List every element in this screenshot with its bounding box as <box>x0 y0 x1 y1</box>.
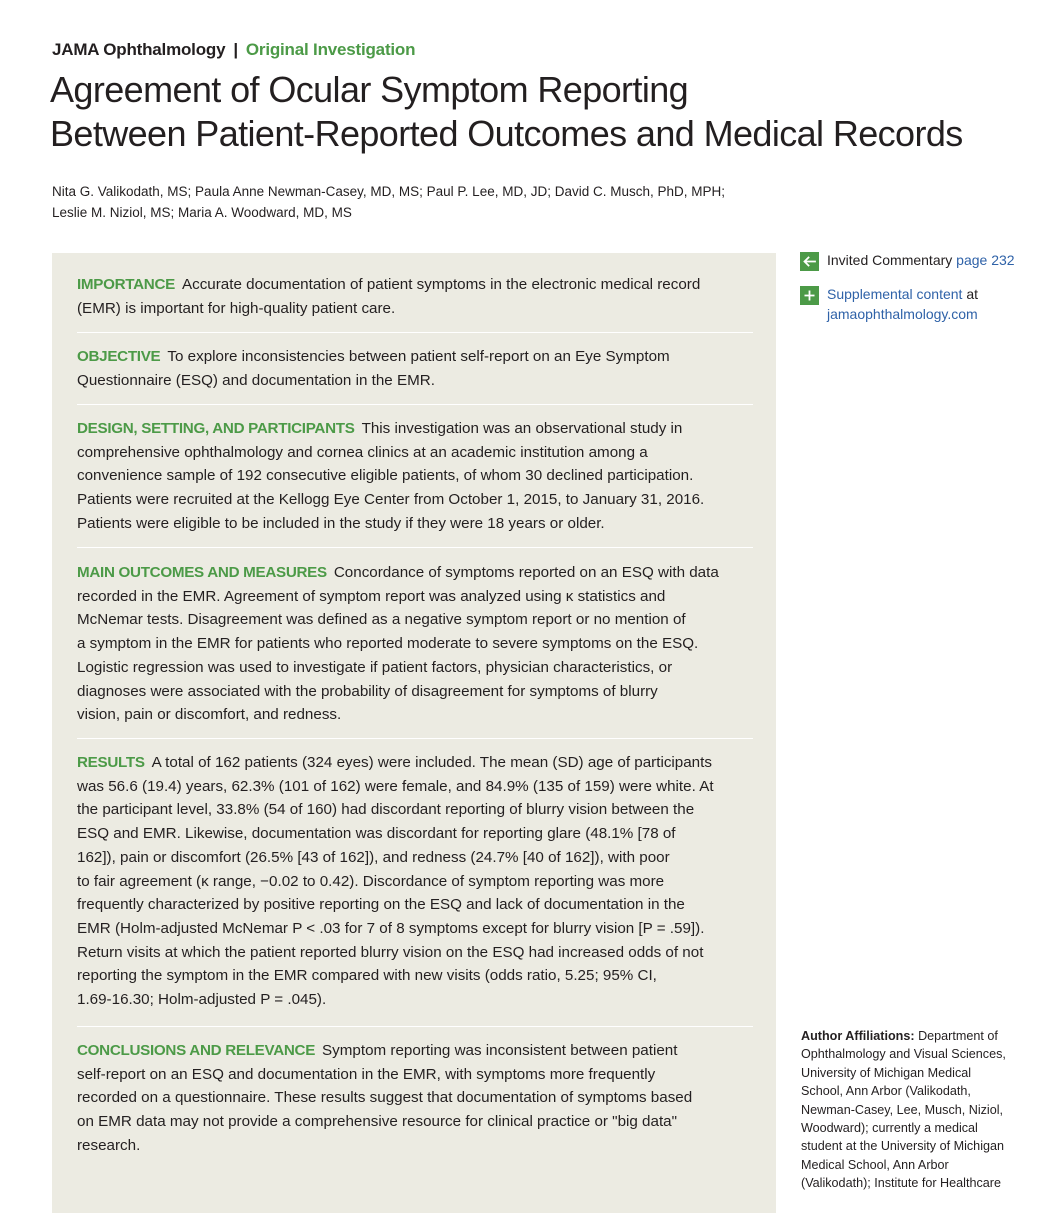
article-type: Original Investigation <box>245 40 416 59</box>
section-divider <box>77 547 753 548</box>
section-text: Accurate documentation of patient symptoms in the electronic medical record <box>181 276 701 293</box>
section-text: Logistic regression was used to investigate if patient factors, physician characteristics, or <box>77 658 673 676</box>
section-text: Concordance of symptoms reported on an ESQ with data <box>333 564 719 581</box>
abstract-box <box>52 253 776 1213</box>
plus-icon <box>800 286 819 305</box>
section-divider <box>77 332 753 333</box>
section-text: (EMR) is important for high-quality patient care. <box>77 299 396 317</box>
invited-commentary-label: Invited Commentary <box>827 252 953 268</box>
abstract-importance <box>77 273 753 320</box>
journal-website-link[interactable]: jamaophthalmology.com <box>827 306 978 322</box>
supplemental-content-label[interactable]: Supplemental content <box>827 286 963 302</box>
section-text: Symptom reporting was inconsistent between patient <box>322 1042 678 1059</box>
section-text: EMR (Holm-adjusted McNemar P < .03 for 7 of 8 symptoms except for blurry vision [P = .59]). <box>77 919 705 937</box>
section-text: Patients were eligible to be included in the study if they were 18 years or older. <box>77 514 605 532</box>
affiliation-text: Ophthalmology and Visual Sciences, <box>801 1047 1006 1062</box>
title-line: Agreement of Ocular Symptom Reporting <box>50 69 689 110</box>
authors-line: Nita G. Valikodath, MS; Paula Anne Newman-Casey, MD, MS; Paul P. Lee, MD, JD; David C. Musch, PhD, MPH; <box>52 184 725 199</box>
section-heading: OBJECTIVE <box>77 348 161 365</box>
section-divider <box>77 404 753 405</box>
section-text: was 56.6 (19.4) years, 62.3% (101 of 162) were female, and 84.9% (135 of 159) were white. At <box>77 777 714 795</box>
affiliations-heading: Author Affiliations: <box>801 1029 915 1043</box>
journal-header <box>52 40 415 60</box>
affiliation-text: School, Ann Arbor (Valikodath, <box>801 1084 971 1099</box>
section-text: self-report on an ESQ and documentation in the EMR, with symptoms more frequently <box>77 1065 656 1083</box>
section-text: convenience sample of 192 consecutive eligible patients, of whom 30 declined participation. <box>77 467 694 485</box>
section-text: To explore inconsistencies between patient self-report on an Eye Symptom <box>167 348 670 365</box>
section-text: a symptom in the EMR for patients who reported moderate to severe symptoms on the ESQ. <box>77 635 699 653</box>
section-heading: DESIGN, SETTING, AND PARTICIPANTS <box>77 420 355 437</box>
commentary-page-link[interactable]: page 232 <box>956 252 1015 268</box>
abstract-conclusions <box>77 1039 753 1158</box>
section-text: recorded on a questionnaire. These results suggest that documentation of symptoms based <box>77 1089 693 1107</box>
authors-line: Leslie M. Niziol, MS; Maria A. Woodward, MD, MS <box>52 205 352 220</box>
section-text: Questionnaire (ESQ) and documentation in the EMR. <box>77 371 435 389</box>
section-text: McNemar tests. Disagreement was defined as a negative symptom report or no mention of <box>77 611 686 629</box>
section-text: comprehensive ophthalmology and cornea clinics at an academic institution among a <box>77 443 648 461</box>
affiliation-text: (Valikodath); Institute for Healthcare <box>801 1176 1001 1191</box>
section-text: Return visits at which the patient reported blurry vision on the ESQ had increased odds of not <box>77 943 704 961</box>
section-text: to fair agreement (κ range, −0.02 to 0.42). Discordance of symptom reporting was more <box>77 872 665 890</box>
section-text: This investigation was an observational study in <box>361 420 683 437</box>
affiliation-text: student at the University of Michigan <box>801 1139 1005 1154</box>
affiliation-text: Medical School, Ann Arbor <box>801 1157 949 1172</box>
section-text: vision, pain or discomfort, and redness. <box>77 706 342 724</box>
affiliation-text: University of Michigan Medical <box>801 1065 972 1080</box>
supplemental-suffix: at <box>966 286 979 302</box>
abstract-objective <box>77 345 753 392</box>
section-heading: IMPORTANCE <box>77 276 175 293</box>
author-list <box>52 181 772 223</box>
section-text: frequently characterized by positive reporting on the ESQ and lack of documentation in the <box>77 896 685 914</box>
affiliation-text: Newman-Casey, Lee, Musch, Niziol, <box>801 1102 1004 1117</box>
section-text: 1.69-16.30; Holm-adjusted P = .045). <box>77 991 327 1009</box>
section-heading: MAIN OUTCOMES AND MEASURES <box>77 564 327 581</box>
section-text: on EMR data may not provide a comprehensive resource for clinical practice or "big data" <box>77 1113 678 1131</box>
section-text: reporting the symptom in the EMR compared with new visits (odds ratio, 5.25; 95% CI, <box>77 967 657 985</box>
abstract-design <box>77 417 753 536</box>
abstract-results <box>77 751 753 1012</box>
section-heading: CONCLUSIONS AND RELEVANCE <box>77 1042 316 1059</box>
section-text: recorded in the EMR. Agreement of symptom report was analyzed using κ statistics and <box>77 587 666 605</box>
section-text: Patients were recruited at the Kellogg Eye Center from October 1, 2015, to January 31, 2016. <box>77 491 705 509</box>
affiliation-text: Department of <box>918 1029 998 1043</box>
journal-name: JAMA Ophthalmology <box>52 40 226 59</box>
section-text: 162]), pain or discomfort (26.5% [43 of 162]), and redness (24.7% [40 of 162]), with poor <box>77 848 670 866</box>
author-affiliations <box>801 1027 1033 1193</box>
section-text: A total of 162 patients (324 eyes) were included. The mean (SD) age of participants <box>151 754 712 771</box>
section-divider <box>77 1026 753 1027</box>
arrow-left-icon <box>800 252 819 271</box>
section-text: the participant level, 33.8% (54 of 160) had discordant reporting of blurry vision between the <box>77 801 695 819</box>
article-title <box>50 68 1040 156</box>
affiliation-text: Woodward); currently a medical <box>801 1121 978 1136</box>
title-line: Between Patient-Reported Outcomes and Medical Records <box>50 113 963 154</box>
section-text: research. <box>77 1136 141 1154</box>
section-divider <box>77 738 753 739</box>
section-text: ESQ and EMR. Likewise, documentation was discordant for reporting glare (48.1% [78 of <box>77 825 676 843</box>
section-heading: RESULTS <box>77 754 145 771</box>
abstract-outcomes <box>77 561 753 727</box>
header-separator: | <box>233 40 238 59</box>
section-text: diagnoses were associated with the probability of disagreement for symptoms of blurry <box>77 682 658 700</box>
